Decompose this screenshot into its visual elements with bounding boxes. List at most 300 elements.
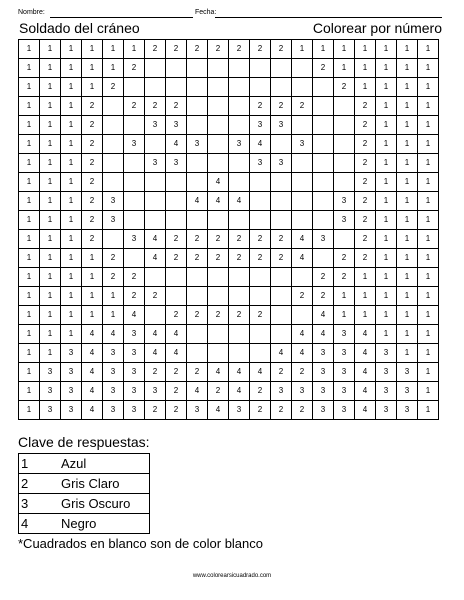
grid-cell: 3	[103, 211, 124, 230]
grid-cell: 3	[103, 344, 124, 363]
key-row	[19, 494, 150, 514]
grid-row	[19, 116, 439, 135]
grid-cell: 1	[19, 59, 40, 78]
grid-cell: 2	[208, 306, 229, 325]
grid-cell: 1	[19, 287, 40, 306]
grid-cell	[208, 268, 229, 287]
grid-cell: 2	[355, 97, 376, 116]
grid-cell: 2	[250, 40, 271, 59]
grid-cell	[271, 211, 292, 230]
grid-cell: 1	[19, 363, 40, 382]
grid-cell	[208, 287, 229, 306]
grid-cell: 4	[292, 230, 313, 249]
grid-cell: 3	[145, 382, 166, 401]
grid-cell: 3	[313, 344, 334, 363]
grid-cell	[250, 78, 271, 97]
grid-cell: 3	[103, 382, 124, 401]
grid-cell: 4	[313, 306, 334, 325]
grid-cell: 3	[61, 363, 82, 382]
grid-cell: 3	[103, 401, 124, 420]
key-number: 2	[19, 474, 60, 494]
grid-cell	[271, 268, 292, 287]
grid-cell: 1	[40, 135, 61, 154]
grid-cell: 1	[82, 78, 103, 97]
grid-cell: 1	[376, 78, 397, 97]
grid-cell: 1	[397, 40, 418, 59]
grid-cell: 3	[313, 363, 334, 382]
grid-cell: 2	[292, 401, 313, 420]
grid-cell: 2	[313, 287, 334, 306]
grid-cell: 1	[418, 363, 439, 382]
grid-cell: 1	[397, 211, 418, 230]
grid-cell: 4	[166, 344, 187, 363]
grid-cell: 3	[271, 154, 292, 173]
grid-cell: 4	[313, 325, 334, 344]
grid-cell	[229, 344, 250, 363]
grid-cell	[229, 211, 250, 230]
grid-cell	[187, 287, 208, 306]
grid-cell	[271, 192, 292, 211]
grid-cell: 1	[40, 78, 61, 97]
grid-cell	[334, 135, 355, 154]
grid-cell: 2	[229, 40, 250, 59]
grid-cell: 1	[61, 135, 82, 154]
grid-cell: 4	[250, 363, 271, 382]
grid-cell: 1	[82, 40, 103, 59]
grid-cell	[208, 59, 229, 78]
grid-cell: 3	[124, 230, 145, 249]
grid-cell	[334, 116, 355, 135]
grid-cell: 1	[397, 59, 418, 78]
grid-cell: 2	[229, 249, 250, 268]
grid-cell: 3	[313, 382, 334, 401]
grid-cell: 1	[418, 173, 439, 192]
grid-cell	[187, 325, 208, 344]
grid-row	[19, 287, 439, 306]
grid-cell: 4	[271, 344, 292, 363]
grid-cell: 1	[61, 287, 82, 306]
grid-cell: 1	[19, 344, 40, 363]
grid-cell: 2	[334, 78, 355, 97]
color-by-number-grid	[18, 39, 439, 420]
grid-cell: 1	[19, 116, 40, 135]
grid-cell	[208, 135, 229, 154]
date-label: Fecha:	[195, 9, 217, 16]
grid-cell	[208, 154, 229, 173]
grid-cell: 2	[145, 401, 166, 420]
grid-cell: 1	[61, 78, 82, 97]
grid-cell	[166, 287, 187, 306]
grid-cell: 2	[145, 287, 166, 306]
grid-cell: 1	[418, 40, 439, 59]
grid-cell	[271, 59, 292, 78]
grid-cell	[292, 306, 313, 325]
grid-cell	[271, 173, 292, 192]
grid-cell: 1	[124, 40, 145, 59]
grid-cell: 3	[397, 363, 418, 382]
grid-row	[19, 306, 439, 325]
grid-cell	[145, 306, 166, 325]
grid-cell: 1	[418, 97, 439, 116]
grid-cell	[229, 287, 250, 306]
grid-cell: 3	[103, 192, 124, 211]
grid-cell	[292, 78, 313, 97]
grid-cell: 1	[313, 40, 334, 59]
grid-cell: 2	[334, 268, 355, 287]
grid-cell	[250, 211, 271, 230]
grid-cell	[145, 192, 166, 211]
grid-cell	[313, 192, 334, 211]
key-row	[19, 514, 150, 534]
grid-cell: 2	[166, 230, 187, 249]
grid-cell: 2	[145, 363, 166, 382]
grid-cell	[229, 325, 250, 344]
grid-cell: 1	[61, 192, 82, 211]
grid-cell: 1	[40, 40, 61, 59]
grid-cell: 2	[103, 249, 124, 268]
grid-cell: 2	[82, 211, 103, 230]
grid-cell: 1	[61, 249, 82, 268]
grid-cell: 1	[418, 135, 439, 154]
grid-cell: 3	[292, 135, 313, 154]
grid-cell: 1	[103, 59, 124, 78]
grid-cell	[292, 211, 313, 230]
grid-cell: 1	[376, 97, 397, 116]
grid-cell: 1	[397, 268, 418, 287]
grid-cell: 1	[334, 306, 355, 325]
key-color-name: Azul	[59, 454, 150, 474]
key-row	[19, 474, 150, 494]
grid-cell: 2	[250, 401, 271, 420]
grid-cell: 3	[376, 382, 397, 401]
grid-cell: 2	[292, 97, 313, 116]
grid-cell: 4	[124, 306, 145, 325]
grid-cell: 2	[166, 97, 187, 116]
grid-cell: 2	[124, 287, 145, 306]
grid-cell: 4	[145, 344, 166, 363]
grid-cell: 1	[397, 116, 418, 135]
grid-cell: 2	[271, 401, 292, 420]
grid-cell: 2	[82, 135, 103, 154]
grid-cell: 3	[376, 401, 397, 420]
grid-cell: 1	[418, 192, 439, 211]
grid-cell: 2	[82, 192, 103, 211]
grid-cell: 2	[208, 382, 229, 401]
grid-cell: 3	[292, 382, 313, 401]
grid-cell	[250, 344, 271, 363]
grid-cell: 1	[19, 192, 40, 211]
grid-cell	[208, 78, 229, 97]
grid-cell: 1	[40, 192, 61, 211]
grid-cell: 1	[82, 249, 103, 268]
name-label: Nombre:	[18, 9, 45, 16]
grid-cell: 3	[334, 211, 355, 230]
grid-cell: 1	[40, 173, 61, 192]
grid-cell: 3	[124, 363, 145, 382]
grid-row	[19, 401, 439, 420]
grid-cell: 2	[250, 306, 271, 325]
grid-cell: 1	[61, 306, 82, 325]
grid-cell: 1	[61, 40, 82, 59]
grid-row	[19, 249, 439, 268]
grid-cell: 4	[229, 192, 250, 211]
grid-cell: 3	[271, 116, 292, 135]
grid-cell: 3	[61, 344, 82, 363]
grid-cell: 3	[145, 116, 166, 135]
grid-cell: 1	[19, 230, 40, 249]
footer-url[interactable]: www.colorearsicuadrado.com	[192, 573, 272, 579]
grid-cell: 1	[397, 78, 418, 97]
grid-cell: 1	[418, 78, 439, 97]
grid-cell: 4	[229, 363, 250, 382]
grid-cell: 4	[229, 382, 250, 401]
grid-cell	[145, 173, 166, 192]
grid-cell: 2	[271, 363, 292, 382]
grid-cell: 2	[355, 192, 376, 211]
grid-cell: 2	[355, 154, 376, 173]
grid-cell	[124, 192, 145, 211]
grid-cell: 4	[187, 192, 208, 211]
grid-cell	[145, 211, 166, 230]
grid-cell	[145, 268, 166, 287]
grid-cell: 3	[376, 344, 397, 363]
grid-cell: 4	[250, 135, 271, 154]
grid-cell: 4	[82, 363, 103, 382]
name-underline	[50, 17, 193, 18]
grid-cell: 1	[376, 154, 397, 173]
grid-cell: 1	[61, 97, 82, 116]
grid-row	[19, 78, 439, 97]
grid-row	[19, 173, 439, 192]
grid-cell: 1	[376, 268, 397, 287]
grid-cell: 4	[355, 382, 376, 401]
grid-cell: 3	[166, 116, 187, 135]
grid-cell: 4	[82, 344, 103, 363]
grid-cell: 1	[397, 97, 418, 116]
grid-cell: 1	[397, 287, 418, 306]
grid-cell: 1	[19, 154, 40, 173]
grid-cell: 1	[40, 154, 61, 173]
grid-cell: 2	[292, 287, 313, 306]
grid-cell: 4	[187, 382, 208, 401]
grid-cell: 1	[19, 249, 40, 268]
grid-cell: 3	[334, 325, 355, 344]
grid-cell	[166, 268, 187, 287]
grid-cell	[292, 268, 313, 287]
grid-cell	[187, 78, 208, 97]
grid-cell	[292, 173, 313, 192]
grid-cell: 1	[82, 287, 103, 306]
grid-cell: 1	[418, 211, 439, 230]
grid-cell: 1	[19, 401, 40, 420]
grid-cell: 1	[355, 78, 376, 97]
grid-cell: 3	[250, 116, 271, 135]
grid-cell	[208, 325, 229, 344]
grid-cell	[313, 211, 334, 230]
grid-cell	[313, 249, 334, 268]
grid-cell: 1	[61, 154, 82, 173]
grid-cell: 4	[82, 401, 103, 420]
key-color-name: Gris Oscuro	[59, 494, 150, 514]
grid-cell: 1	[19, 382, 40, 401]
grid-cell	[124, 211, 145, 230]
grid-cell	[313, 116, 334, 135]
grid-cell	[313, 173, 334, 192]
grid-cell: 1	[355, 59, 376, 78]
grid-cell: 2	[355, 249, 376, 268]
grid-cell: 1	[418, 401, 439, 420]
grid-cell: 2	[187, 363, 208, 382]
grid-cell: 3	[229, 401, 250, 420]
grid-cell: 2	[124, 268, 145, 287]
grid-cell: 3	[61, 401, 82, 420]
grid-cell	[250, 173, 271, 192]
grid-cell: 2	[250, 382, 271, 401]
grid-cell: 1	[397, 192, 418, 211]
grid-cell	[292, 192, 313, 211]
grid-cell: 1	[82, 268, 103, 287]
grid-cell: 3	[334, 344, 355, 363]
grid-cell: 1	[61, 211, 82, 230]
grid-cell: 1	[40, 344, 61, 363]
header-line	[18, 9, 442, 19]
grid-cell: 1	[397, 230, 418, 249]
grid-cell: 3	[40, 382, 61, 401]
grid-cell	[187, 59, 208, 78]
grid-cell	[313, 154, 334, 173]
grid-cell	[250, 287, 271, 306]
grid-cell: 4	[355, 363, 376, 382]
answer-key-table	[18, 453, 150, 534]
grid-cell: 1	[82, 59, 103, 78]
grid-cell: 3	[124, 135, 145, 154]
grid-cell	[334, 230, 355, 249]
grid-cell: 2	[313, 59, 334, 78]
grid-cell: 1	[418, 59, 439, 78]
grid-cell: 3	[40, 363, 61, 382]
grid-cell	[229, 154, 250, 173]
grid-cell: 3	[124, 382, 145, 401]
grid-cell: 2	[313, 268, 334, 287]
grid-cell: 1	[40, 211, 61, 230]
grid-cell	[271, 78, 292, 97]
grid-cell: 1	[61, 325, 82, 344]
grid-cell: 4	[208, 192, 229, 211]
grid-cell	[187, 211, 208, 230]
grid-cell	[208, 97, 229, 116]
grid-cell: 3	[334, 363, 355, 382]
grid-row	[19, 325, 439, 344]
grid-cell	[208, 211, 229, 230]
grid-cell: 2	[355, 211, 376, 230]
grid-cell: 2	[145, 97, 166, 116]
grid-cell	[187, 154, 208, 173]
answer-key-title: Clave de respuestas:	[18, 434, 150, 450]
grid-cell: 4	[166, 135, 187, 154]
grid-cell: 2	[271, 40, 292, 59]
grid-cell: 3	[145, 154, 166, 173]
page-subtitle: Colorear por número	[312, 20, 442, 36]
grid-cell: 1	[376, 116, 397, 135]
grid-cell: 4	[355, 325, 376, 344]
grid-cell: 1	[376, 59, 397, 78]
grid-cell	[271, 306, 292, 325]
grid-cell	[166, 78, 187, 97]
grid-cell	[124, 78, 145, 97]
grid-cell: 4	[208, 363, 229, 382]
grid-cell: 4	[82, 382, 103, 401]
grid-cell	[250, 325, 271, 344]
grid-cell	[166, 192, 187, 211]
grid-cell: 1	[19, 268, 40, 287]
grid-cell: 1	[418, 306, 439, 325]
grid-row	[19, 230, 439, 249]
grid-cell: 1	[355, 287, 376, 306]
grid-cell: 2	[355, 135, 376, 154]
grid-cell: 1	[355, 306, 376, 325]
grid-cell: 1	[40, 268, 61, 287]
grid-cell: 2	[208, 249, 229, 268]
grid-cell: 2	[145, 40, 166, 59]
grid-cell	[271, 135, 292, 154]
grid-cell	[103, 135, 124, 154]
grid-cell: 1	[418, 287, 439, 306]
grid-cell: 1	[376, 249, 397, 268]
grid-cell: 3	[103, 363, 124, 382]
grid-row	[19, 192, 439, 211]
grid-cell: 1	[334, 287, 355, 306]
key-row	[19, 454, 150, 474]
grid-cell: 2	[82, 230, 103, 249]
grid-cell	[271, 287, 292, 306]
grid-cell: 1	[82, 306, 103, 325]
blank-squares-note: *Cuadrados en blanco son de color blanco	[18, 536, 264, 551]
grid-cell: 3	[124, 344, 145, 363]
grid-cell: 3	[250, 154, 271, 173]
grid-cell: 3	[229, 135, 250, 154]
grid-cell: 3	[397, 382, 418, 401]
grid-row	[19, 154, 439, 173]
grid-cell: 2	[229, 306, 250, 325]
grid-cell	[124, 116, 145, 135]
grid-cell: 2	[271, 230, 292, 249]
grid-cell: 1	[103, 40, 124, 59]
grid-cell: 1	[418, 344, 439, 363]
grid-cell: 4	[355, 401, 376, 420]
grid-cell: 2	[208, 230, 229, 249]
grid-row	[19, 344, 439, 363]
grid-cell: 1	[40, 116, 61, 135]
grid-cell: 2	[82, 173, 103, 192]
grid-cell	[103, 230, 124, 249]
grid-cell	[124, 249, 145, 268]
grid-cell	[292, 154, 313, 173]
grid-cell: 4	[145, 230, 166, 249]
grid-cell: 1	[397, 249, 418, 268]
grid-cell: 4	[145, 249, 166, 268]
grid-cell	[229, 116, 250, 135]
grid-cell	[334, 154, 355, 173]
grid-cell: 2	[334, 249, 355, 268]
grid-cell	[292, 116, 313, 135]
grid-cell: 1	[19, 325, 40, 344]
grid-cell: 2	[166, 249, 187, 268]
grid-cell: 3	[334, 382, 355, 401]
grid-cell: 3	[334, 192, 355, 211]
grid-cell: 1	[40, 97, 61, 116]
grid-cell: 1	[418, 230, 439, 249]
grid-cell: 4	[292, 325, 313, 344]
